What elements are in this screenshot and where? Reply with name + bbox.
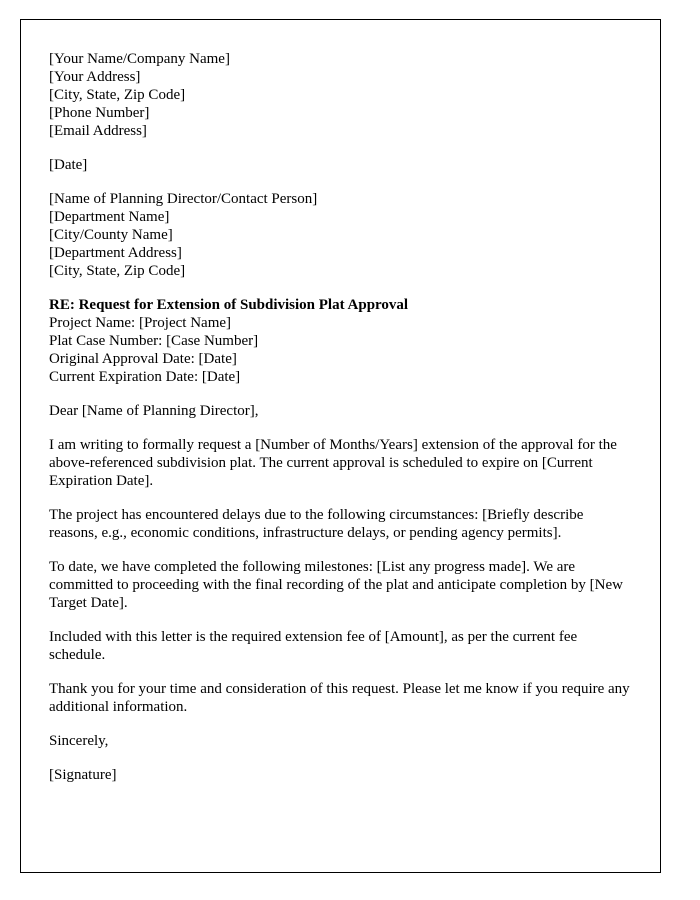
plat-case-number-line: Plat Case Number: [Case Number] — [49, 333, 259, 349]
recipient-line: [Department Name] — [49, 209, 170, 225]
date-block — [49, 156, 634, 174]
project-name-line: Project Name: [Project Name] — [49, 315, 232, 331]
closing-line: Sincerely, — [49, 733, 109, 749]
salutation-line: Dear [Name of Planning Director], — [49, 403, 259, 419]
original-approval-date-line: Original Approval Date: [Date] — [49, 351, 237, 367]
recipient-line: [Name of Planning Director/Contact Person] — [49, 191, 318, 207]
letter-page — [20, 19, 661, 873]
date-line: [Date] — [49, 157, 88, 173]
body-paragraph-request: I am writing to formally request a [Number of Months/Years] extension of the approval for the above-referenced subdivision plat. The current approval is scheduled to expire on [Current Expiration Date]. — [49, 437, 617, 489]
body-paragraph-fee: Included with this letter is the required extension fee of [Amount], as per the current fee schedule. — [49, 629, 578, 663]
sender-line: [Your Name/Company Name] — [49, 51, 230, 67]
recipient-block — [49, 190, 634, 280]
subject-block — [49, 296, 634, 386]
sender-line: [Your Address] — [49, 69, 141, 85]
recipient-line: [City, State, Zip Code] — [49, 263, 186, 279]
signature-placeholder — [49, 766, 634, 784]
sender-block — [49, 50, 634, 140]
body-paragraph-milestones: To date, we have completed the following milestones: [List any progress made]. We are committed to proceeding with the final recording of the plat and anticipate completion by [New Target Date]. — [49, 559, 623, 611]
sender-line: [Email Address] — [49, 123, 147, 139]
signature-line: [Signature] — [49, 767, 117, 783]
letter-body — [21, 20, 660, 784]
recipient-line: [Department Address] — [49, 245, 182, 261]
sender-line: [City, State, Zip Code] — [49, 87, 186, 103]
body-paragraph-delays: The project has encountered delays due to the following circumstances: [Briefly describe reasons, e.g., economic conditions, infrastructure delays, or pending agency permits]. — [49, 507, 584, 541]
body-paragraph-thanks: Thank you for your time and consideration of this request. Please let me know if you require any additional information. — [49, 681, 630, 715]
closing — [49, 732, 634, 750]
subject-line: RE: Request for Extension of Subdivision Plat Approval — [49, 297, 409, 313]
sender-line: [Phone Number] — [49, 105, 150, 121]
recipient-line: [City/County Name] — [49, 227, 173, 243]
salutation — [49, 402, 634, 420]
current-expiration-date-line: Current Expiration Date: [Date] — [49, 369, 241, 385]
